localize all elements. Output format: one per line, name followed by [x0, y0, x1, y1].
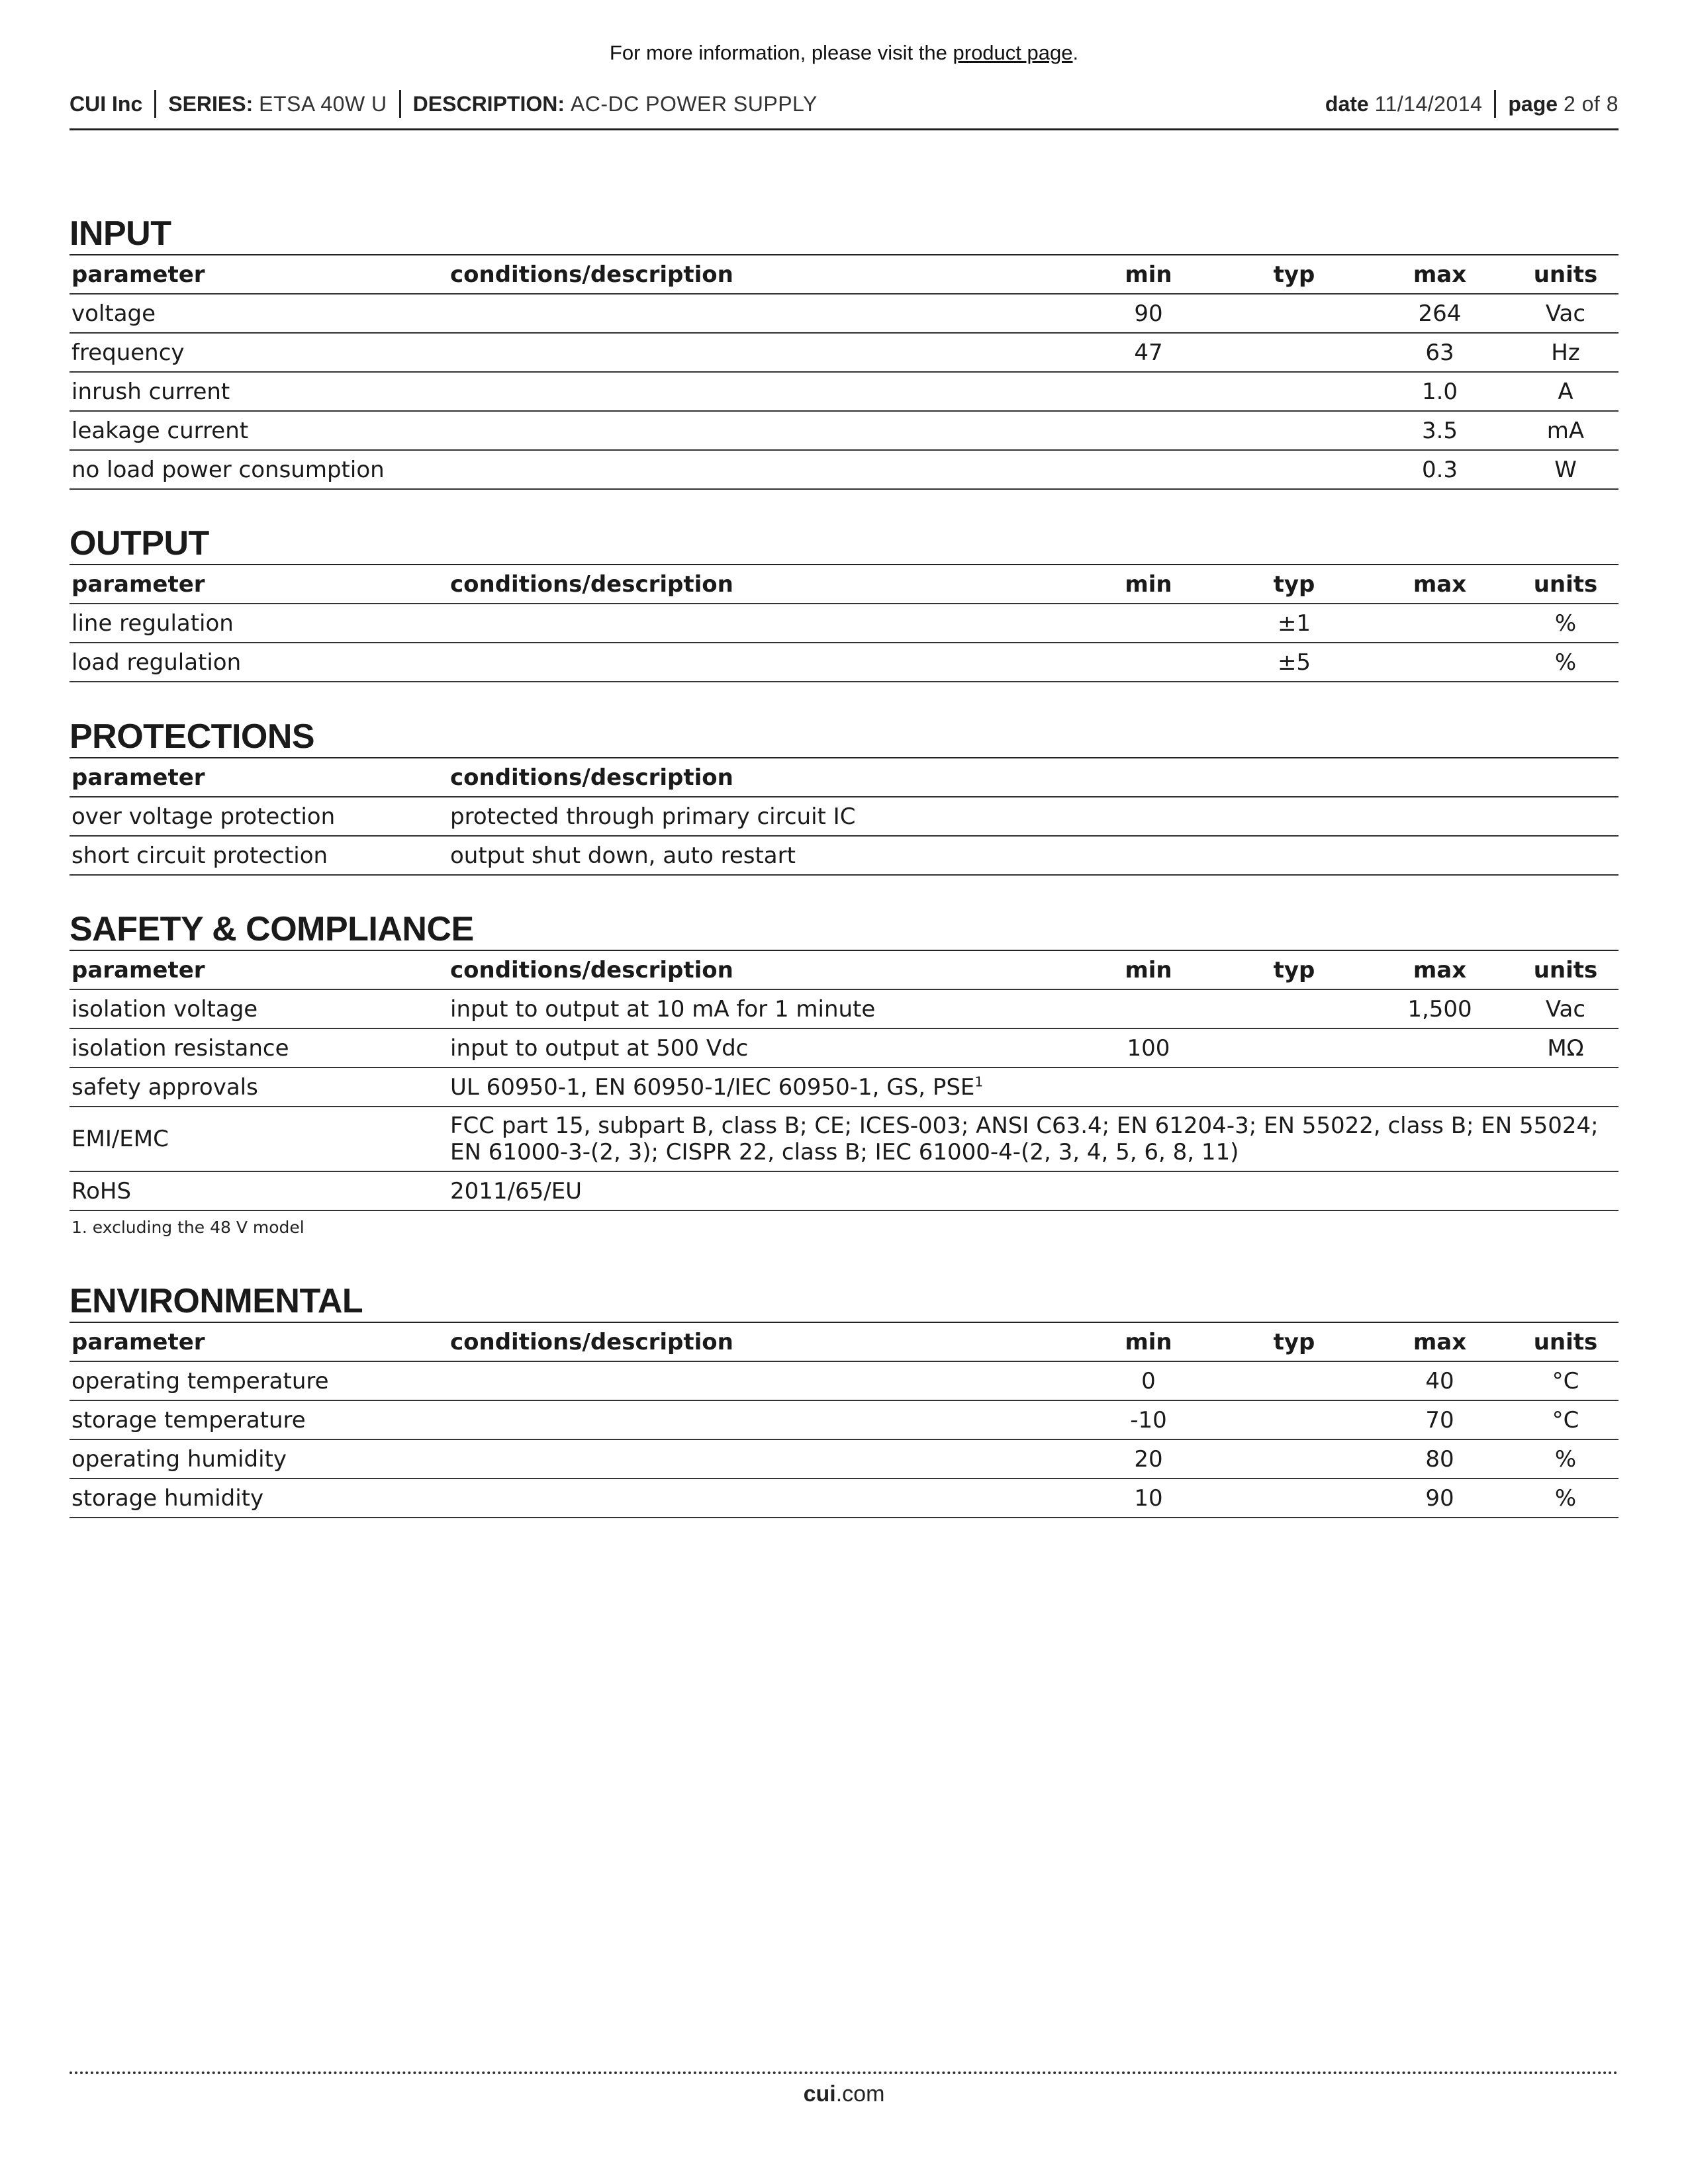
series-label: SERIES:	[168, 91, 254, 116]
header-min: min	[1076, 255, 1221, 294]
top-note	[0, 41, 1688, 65]
header-max: max	[1367, 255, 1513, 294]
cell-conditions	[448, 450, 1076, 489]
cell-min: 90	[1076, 294, 1221, 333]
cell-parameter: no load power consumption	[70, 450, 448, 489]
cell-max: 90	[1367, 1479, 1513, 1518]
cell-typ	[1221, 1479, 1367, 1518]
cell-units: %	[1513, 643, 1618, 682]
footer-domain-rest: .com	[835, 2081, 885, 2107]
safety-table	[70, 950, 1618, 1211]
page-label: page	[1508, 91, 1558, 116]
cell-conditions: input to output at 10 mA for 1 minute	[448, 989, 1076, 1028]
header-separator	[1494, 90, 1496, 118]
table-row	[70, 1361, 1618, 1400]
table-row	[70, 643, 1618, 682]
section-title: ENVIRONMENTAL	[70, 1282, 363, 1320]
cell-conditions	[448, 333, 1076, 372]
cell-units: %	[1513, 604, 1618, 643]
cell-conditions	[448, 1439, 1076, 1479]
table-row	[70, 1107, 1618, 1171]
table-row	[70, 836, 1618, 875]
cell-parameter: inrush current	[70, 372, 448, 411]
header-max: max	[1367, 565, 1513, 604]
header-parameter: parameter	[70, 758, 448, 797]
header-typ: typ	[1221, 950, 1367, 989]
input-table	[70, 254, 1618, 490]
cell-conditions	[448, 372, 1076, 411]
footnote-marker: 1	[974, 1073, 984, 1090]
protections-table	[70, 757, 1618, 876]
cell-max: 40	[1367, 1361, 1513, 1400]
cell-conditions: output shut down, auto restart	[448, 836, 1618, 875]
header-units: units	[1513, 565, 1618, 604]
company-name: CUI Inc	[70, 91, 143, 116]
cell-typ	[1221, 1400, 1367, 1439]
cell-parameter: isolation voltage	[70, 989, 448, 1028]
cell-units: A	[1513, 372, 1618, 411]
header-max: max	[1367, 1322, 1513, 1361]
cell-parameter: over voltage protection	[70, 797, 448, 836]
header-conditions: conditions/description	[448, 565, 1076, 604]
header-min: min	[1076, 950, 1221, 989]
cell-typ: ±5	[1221, 643, 1367, 682]
table-row	[70, 1400, 1618, 1439]
output-table	[70, 564, 1618, 682]
header-min: min	[1076, 565, 1221, 604]
cell-units: Hz	[1513, 333, 1618, 372]
cell-parameter: short circuit protection	[70, 836, 448, 875]
cell-typ	[1221, 333, 1367, 372]
cell-conditions: FCC part 15, subpart B, class B; CE; ICES-003; ANSI C63.4; EN 61204-3; EN 55022, class B; EN 55024; EN 61000-3-(2, 3); CISPR 22, class B; IEC 61000-4-(2, 3, 4, 5, 6, 8, 11)	[448, 1107, 1618, 1171]
cell-min: 20	[1076, 1439, 1221, 1479]
cell-parameter: isolation resistance	[70, 1028, 448, 1068]
cell-typ	[1221, 450, 1367, 489]
table-header-row	[70, 1322, 1618, 1361]
header-rule	[70, 128, 1618, 130]
cell-min	[1076, 411, 1221, 450]
cell-min: 100	[1076, 1028, 1221, 1068]
cell-typ	[1221, 1361, 1367, 1400]
header-units: units	[1513, 255, 1618, 294]
cell-units: Vac	[1513, 294, 1618, 333]
cell-conditions	[448, 411, 1076, 450]
cell-conditions	[448, 1068, 1618, 1107]
protections-section	[70, 716, 1618, 876]
header-typ: typ	[1221, 255, 1367, 294]
table-row	[70, 294, 1618, 333]
cell-parameter: EMI/EMC	[70, 1107, 448, 1171]
header-conditions: conditions/description	[448, 758, 1618, 797]
header-typ: typ	[1221, 1322, 1367, 1361]
safety-compliance-section	[70, 909, 1618, 1237]
section-title: PROTECTIONS	[70, 717, 315, 756]
cell-conditions: 2011/65/EU	[448, 1171, 1618, 1210]
cell-parameter: operating temperature	[70, 1361, 448, 1400]
cell-parameter: storage humidity	[70, 1479, 448, 1518]
cell-max: 1,500	[1367, 989, 1513, 1028]
cell-parameter: RoHS	[70, 1171, 448, 1210]
date-label: date	[1325, 91, 1369, 116]
cell-parameter: operating humidity	[70, 1439, 448, 1479]
cell-conditions	[448, 1361, 1076, 1400]
cell-conditions	[448, 1400, 1076, 1439]
table-row	[70, 1171, 1618, 1210]
table-row	[70, 333, 1618, 372]
cell-units: Vac	[1513, 989, 1618, 1028]
header-conditions: conditions/description	[448, 1322, 1076, 1361]
section-title: SAFETY & COMPLIANCE	[70, 910, 474, 948]
environmental-section	[70, 1281, 1618, 1518]
cell-max: 1.0	[1367, 372, 1513, 411]
cell-conditions	[448, 294, 1076, 333]
cell-parameter: leakage current	[70, 411, 448, 450]
cell-max: 3.5	[1367, 411, 1513, 450]
cell-min: -10	[1076, 1400, 1221, 1439]
cell-conditions	[448, 643, 1076, 682]
header-parameter: parameter	[70, 255, 448, 294]
date-value: 11/14/2014	[1374, 91, 1483, 116]
cell-units: %	[1513, 1479, 1618, 1518]
cell-typ	[1221, 372, 1367, 411]
description-label: DESCRIPTION:	[412, 91, 565, 116]
cell-parameter: load regulation	[70, 643, 448, 682]
cell-max: 63	[1367, 333, 1513, 372]
footnote: 1. excluding the 48 V model	[71, 1218, 305, 1237]
table-row	[70, 604, 1618, 643]
cell-max: 80	[1367, 1439, 1513, 1479]
cell-units: W	[1513, 450, 1618, 489]
header-separator	[399, 90, 401, 118]
cell-max	[1367, 643, 1513, 682]
header-parameter: parameter	[70, 565, 448, 604]
input-section	[70, 213, 1618, 490]
cell-min	[1076, 989, 1221, 1028]
cell-max: 0.3	[1367, 450, 1513, 489]
cell-parameter: frequency	[70, 333, 448, 372]
cell-units: %	[1513, 1439, 1618, 1479]
footer-domain-bold: cui	[803, 2081, 836, 2107]
cell-min: 10	[1076, 1479, 1221, 1518]
header-right	[1325, 90, 1618, 118]
cell-typ	[1221, 411, 1367, 450]
table-row	[70, 1068, 1618, 1107]
cell-min	[1076, 604, 1221, 643]
header-max: max	[1367, 950, 1513, 989]
cell-parameter: storage temperature	[70, 1400, 448, 1439]
table-row	[70, 450, 1618, 489]
cell-typ	[1221, 989, 1367, 1028]
cell-units: °C	[1513, 1361, 1618, 1400]
series-value: ETSA 40W U	[259, 91, 387, 116]
header-min: min	[1076, 1322, 1221, 1361]
document-header	[70, 87, 1618, 120]
cell-max: 264	[1367, 294, 1513, 333]
approvals-text: UL 60950-1, EN 60950-1/IEC 60950-1, GS, PSE	[450, 1073, 975, 1101]
footer-rule	[70, 2071, 1618, 2074]
top-note-text: For more information, please visit the	[609, 41, 953, 64]
section-title: INPUT	[70, 214, 171, 253]
table-row	[70, 1479, 1618, 1518]
header-left	[70, 90, 818, 118]
cell-parameter: line regulation	[70, 604, 448, 643]
table-row	[70, 1439, 1618, 1479]
cell-units: MΩ	[1513, 1028, 1618, 1068]
top-note-period: .	[1072, 41, 1079, 64]
table-header-row	[70, 565, 1618, 604]
header-conditions: conditions/description	[448, 255, 1076, 294]
cell-max	[1367, 604, 1513, 643]
environmental-table	[70, 1322, 1618, 1518]
header-parameter: parameter	[70, 950, 448, 989]
table-row	[70, 1028, 1618, 1068]
table-row	[70, 411, 1618, 450]
table-header-row	[70, 950, 1618, 989]
cell-units: °C	[1513, 1400, 1618, 1439]
header-typ: typ	[1221, 565, 1367, 604]
cell-max: 70	[1367, 1400, 1513, 1439]
cell-typ: ±1	[1221, 604, 1367, 643]
cell-parameter: voltage	[70, 294, 448, 333]
table-header-row	[70, 255, 1618, 294]
cell-min	[1076, 643, 1221, 682]
product-page-link[interactable]: product page	[953, 41, 1073, 64]
output-section	[70, 523, 1618, 682]
table-header-row	[70, 758, 1618, 797]
description-value: AC-DC POWER SUPPLY	[570, 91, 818, 116]
cell-conditions	[448, 604, 1076, 643]
cell-units: mA	[1513, 411, 1618, 450]
safety-extra-rows	[70, 1068, 1618, 1210]
footer	[0, 2081, 1688, 2107]
cell-parameter: safety approvals	[70, 1068, 448, 1107]
cell-min: 47	[1076, 333, 1221, 372]
header-parameter: parameter	[70, 1322, 448, 1361]
section-title: OUTPUT	[70, 524, 209, 563]
header-separator	[154, 90, 156, 118]
table-row	[70, 989, 1618, 1028]
cell-min	[1076, 372, 1221, 411]
cell-conditions: protected through primary circuit IC	[448, 797, 1618, 836]
header-conditions: conditions/description	[448, 950, 1076, 989]
cell-conditions: input to output at 500 Vdc	[448, 1028, 1076, 1068]
header-units: units	[1513, 1322, 1618, 1361]
cell-min: 0	[1076, 1361, 1221, 1400]
cell-max	[1367, 1028, 1513, 1068]
page-value: 2 of 8	[1563, 91, 1618, 116]
table-row	[70, 372, 1618, 411]
cell-min	[1076, 450, 1221, 489]
cell-conditions	[448, 1479, 1076, 1518]
cell-typ	[1221, 1439, 1367, 1479]
cell-typ	[1221, 294, 1367, 333]
cell-typ	[1221, 1028, 1367, 1068]
header-units: units	[1513, 950, 1618, 989]
table-row	[70, 797, 1618, 836]
